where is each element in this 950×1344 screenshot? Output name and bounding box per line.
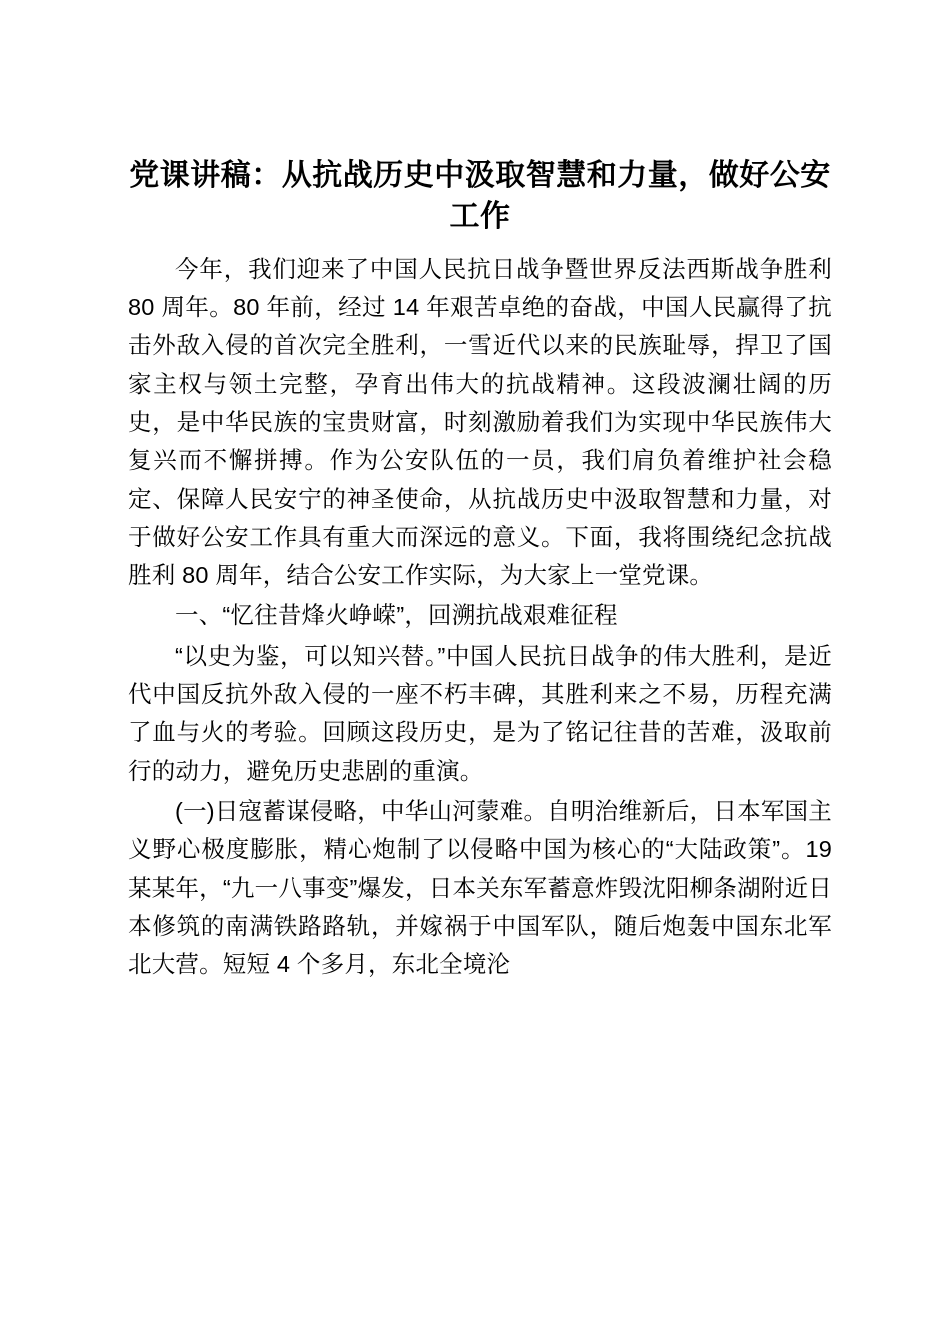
paragraph-section-one-heading: 一、“忆往昔烽火峥嵘”，回溯抗战艰难征程 xyxy=(175,602,618,629)
paragraph-section-one-body: “以史为鉴，可以知兴替。”中国人民抗日战争的伟大胜利，是近代中国反抗外敌入侵的一座不朽丰碑，其胜利来之不易，历程充满了血与火的考验。回顾这段历史，是为了铭记往昔的苦难，汲取前行的动力，避免历史悲剧的重演。 xyxy=(128,642,832,784)
paragraph-intro: 今年，我们迎来了中国人民抗日战争暨世界反法西斯战争胜利 80 周年。80 年前，经过 14 年艰苦卓绝的奋战，中国人民赢得了抗击外敌入侵的首次完全胜利，一雪近代以来的民族耻辱，捍卫了国家主权与领土完整，孕育出伟大的抗战精神。这段波澜壮阔的历史，是中华民族的宝贵财富，时刻激励着我们为实现中华民族伟大复兴而不懈拼搏。作为公安队伍的一员，我们肩负着维护社会稳定、保障人民安宁的神圣使命，从抗战历史中汲取智慧和力量，对于做好公安工作具有重大而深远的意义。下面，我将围绕纪念抗战胜利 80 周年，结合公安工作实际，为大家上一堂党课。 xyxy=(128,255,832,589)
paragraph-subsection-one: (一)日寇蓄谋侵略，中华山河蒙难。自明治维新后，日本军国主义野心极度膨胀，精心炮制了以侵略中国为核心的“大陆政策”。19 某某年，“九一八事变”爆发，日本关东军蓄意炸毁沈阳柳条湖附近日本修筑的南满铁路路轨，并嫁祸于中国军队，随后炮轰中国东北军北大营。短短 4 个多月，东北全境沦 xyxy=(128,797,832,978)
page-title: 党课讲稿：从抗战历史中汲取智慧和力量，做好公安工作 xyxy=(129,159,831,234)
